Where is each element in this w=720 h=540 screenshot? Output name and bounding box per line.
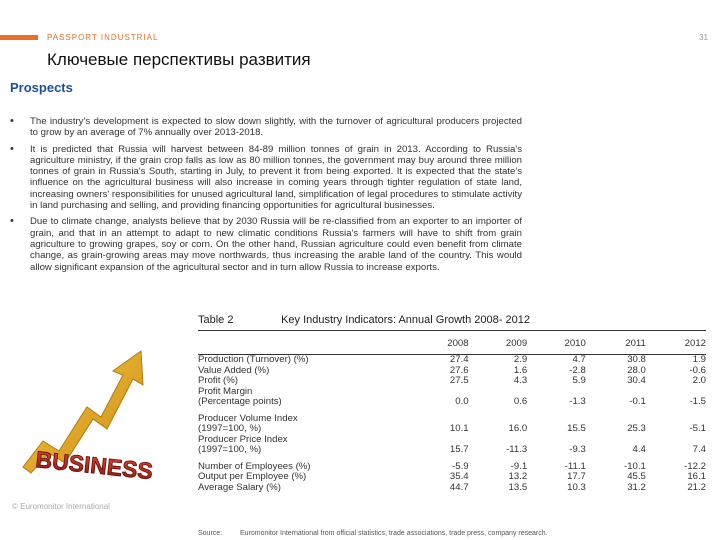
row-value: 16.0 (508, 423, 528, 434)
table-row (198, 445, 706, 456)
row-label: Producer Price Index (198, 433, 288, 445)
row-value: 7.4 (692, 444, 706, 455)
page-title: Ключевые перспективы развития (47, 50, 311, 69)
row-value: -9.3 (569, 444, 586, 455)
row-value: 25.3 (627, 423, 646, 434)
table-row (198, 397, 706, 408)
row-value: 2.9 (513, 354, 528, 365)
row-value: 13.2 (508, 471, 528, 482)
row-value: -11.3 (506, 444, 528, 455)
rising-arrow-icon (15, 345, 185, 480)
brand-label: PASSPORT INDUSTRIAL (47, 33, 159, 42)
source-text: Euromonitor International from official statistics, trade associations, trade press, company research. (239, 530, 548, 537)
bullet-item: • The industry's development is expected to slow down slightly, with the turnover of agricultural producers projected to grow by an average of 7% annually over 2013-2018. (10, 116, 522, 139)
table-title: Key Industry Indicators: Annual Growth 2008- 2012 (281, 314, 530, 326)
row-value: 0.6 (513, 396, 528, 407)
row-value: -9.1 (510, 460, 528, 472)
table-row (198, 472, 706, 483)
row-label: (1997=100, %) (198, 444, 262, 455)
table-caption (198, 314, 530, 326)
row-value: -5.9 (452, 460, 469, 472)
header-year-2008: 2008 (410, 334, 469, 355)
row-label: Production (Turnover) (%) (198, 354, 309, 365)
row-value: 27.5 (449, 375, 469, 386)
business-word: BUSINESS (34, 446, 155, 480)
row-label: (1997=100, %) (198, 423, 262, 434)
section-heading: Prospects (10, 80, 73, 95)
header-label-cell (198, 334, 410, 355)
row-value: -12.2 (684, 460, 706, 472)
row-value: -0.6 (689, 364, 706, 376)
row-label: Average Salary (%) (198, 481, 282, 493)
row-value: 21.2 (687, 481, 706, 493)
table-header-row (198, 334, 706, 355)
row-value: 10.3 (567, 481, 586, 493)
header-year-2010: 2010 (527, 334, 586, 355)
row-value: 17.7 (567, 471, 586, 482)
table-row (198, 376, 706, 387)
source-key: Source: (198, 530, 223, 537)
row-value: 44.7 (449, 481, 469, 493)
row-value: 10.1 (449, 423, 469, 434)
row-value: 1.6 (513, 364, 528, 376)
row-value: 30.8 (627, 354, 646, 365)
header-year-2012: 2012 (646, 334, 706, 355)
row-value: 4.3 (513, 375, 528, 386)
row-value: 28.0 (627, 364, 646, 376)
table-top-rule (198, 330, 706, 331)
row-label: Output per Employee (%) (198, 471, 307, 482)
row-value: -0.1 (629, 396, 646, 407)
row-label: Value Added (%) (198, 364, 270, 376)
accent-bar (0, 35, 38, 40)
row-value: 31.2 (627, 481, 646, 493)
row-value: 16.1 (687, 471, 706, 482)
page-number: 31 (699, 33, 708, 42)
row-value: 0.0 (455, 396, 469, 407)
table-row (198, 355, 706, 366)
row-label: Profit Margin (198, 385, 253, 397)
row-value: -1.5 (689, 396, 706, 407)
row-label: Profit (%) (198, 375, 238, 386)
copyright-note: © Euromonitor International (12, 502, 110, 511)
table-number: Table 2 (198, 314, 234, 326)
row-value: 45.5 (627, 471, 646, 482)
row-value: 15.7 (449, 444, 469, 455)
row-value: 27.4 (449, 354, 469, 365)
industry-indicators-table (186, 310, 720, 540)
row-value: 27.6 (449, 364, 469, 376)
row-value: 4.7 (572, 354, 586, 365)
row-value: 35.4 (449, 471, 469, 482)
business-growth-image (15, 345, 185, 480)
row-value: 2.0 (692, 375, 706, 386)
bullet-item: • It is predicted that Russia will harvest between 84-89 million tonnes of grain in 2013. According to Russia's agriculture ministry, if the grain crop falls as low as 80 million tonnes, the government may buy around three million tonnes of grain in Russia's South, starting in July, to prevent it from being exported. It is expected that the state's influence on the agricultural business will also increase in coming years through tighter regulation of state land, increasing owners' responsibilities for unused agricultural land, simplification of legal procedures to stimulate activity in land purchasing and selling, and providing financing opportunities for agricultural businesses. (10, 144, 522, 212)
row-value: -11.1 (564, 460, 586, 472)
row-value: -5.1 (689, 423, 706, 434)
row-value: 1.9 (692, 354, 706, 365)
row-value: 15.5 (567, 423, 586, 434)
row-label: (Percentage points) (198, 396, 282, 407)
table-row (198, 483, 706, 494)
row-label: Producer Volume Index (198, 412, 298, 424)
bullet-list (10, 116, 522, 300)
table-row (198, 424, 706, 435)
row-value: -10.1 (624, 460, 646, 472)
row-label: Number of Employees (%) (198, 460, 311, 472)
bullet-item: • Due to climate change, analysts believe that by 2030 Russia will be re-classified from an exporter to an importer of grain, and that in an attempt to adapt to new climatic conditions Russia's farmers will have to shift from grain agriculture to growing grapes, soy or corn. On the other hand, Russian agriculture could even benefit from climate change, as grain-growing areas may move northwards, thus increasing the arable land of the country. This would allow significant expansion of the agricultural sector and in turn allow Russia to increase exports. (10, 216, 522, 295)
row-value: 5.9 (572, 375, 586, 386)
header-year-2009: 2009 (469, 334, 528, 355)
row-value: -1.3 (569, 396, 586, 407)
row-value: 4.4 (632, 444, 646, 455)
header-year-2011: 2011 (586, 334, 646, 355)
indicators-grid (198, 334, 706, 493)
row-value: 13.5 (508, 481, 528, 493)
row-value: -2.8 (569, 364, 586, 376)
row-value: 30.4 (627, 375, 646, 386)
table-source (198, 530, 548, 537)
